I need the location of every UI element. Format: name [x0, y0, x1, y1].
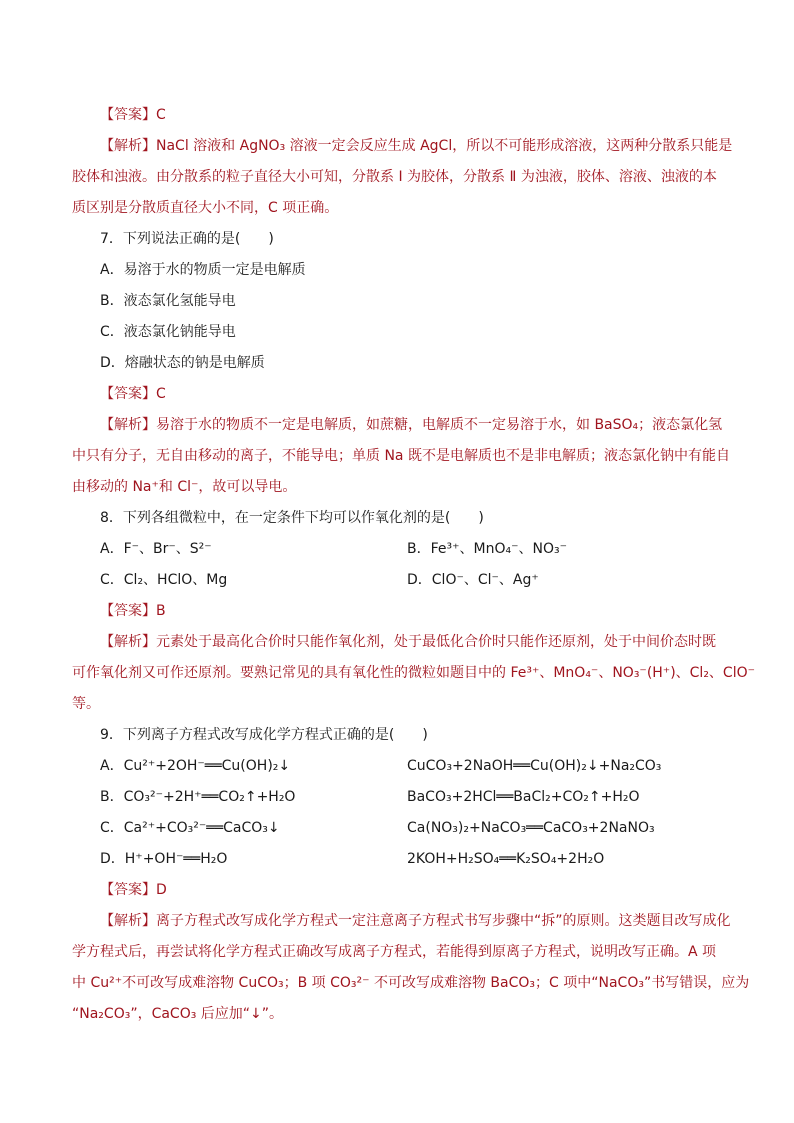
analysis-line: 质区别是分散质直径大小不同，C 项正确。: [72, 200, 339, 216]
analysis-line: “Na₂CO₃”，CaCO₃ 后应加“↓”。: [72, 1006, 284, 1022]
ionic-equation: B．CO₃²⁻+2H⁺══CO₂↑+H₂O: [100, 789, 296, 805]
question-option: A．F⁻、Br⁻、S²⁻: [100, 541, 212, 557]
answer-line: [72, 379, 722, 410]
answer-label: 【答案】: [100, 386, 156, 402]
analysis-line: [72, 410, 722, 441]
chemical-equation: 2KOH+H₂SO₄══K₂SO₄+2H₂O: [407, 851, 605, 867]
answer-value: B: [156, 603, 166, 619]
question-option: D．熔融状态的钠是电解质: [100, 355, 265, 371]
analysis-label: 【解析】: [100, 138, 156, 154]
analysis-line: 胶体和浊液。由分散系的粒子直径大小可知，分散系 Ⅰ 为胶体，分散系 Ⅱ 为浊液，胶体、溶液、浊液的本: [72, 169, 717, 185]
analysis-line: 可作氧化剂又可作还原剂。要熟记常见的具有氧化性的微粒如题目中的 Fe³⁺、MnO₄⁻、NO₃⁻(H⁺)、Cl₂、ClO⁻: [72, 665, 756, 681]
analysis-text: NaCl 溶液和 AgNO₃ 溶液一定会反应生成 AgCl，所以不可能形成溶液，这两种分散系只能是: [156, 138, 733, 154]
analysis-line: 由移动的 Na⁺和 Cl⁻，故可以导电。: [72, 479, 297, 495]
option-row: [72, 534, 722, 565]
option-row: [72, 565, 722, 596]
analysis-label: 【解析】: [100, 417, 156, 433]
analysis-line: [72, 906, 731, 937]
ionic-equation: C．Ca²⁺+CO₃²⁻══CaCO₃↓: [100, 820, 280, 836]
chemical-equation: BaCO₃+2HCl══BaCl₂+CO₂↑+H₂O: [407, 789, 640, 805]
answer-line: [72, 596, 722, 627]
question-option: B．液态氯化氢能导电: [100, 293, 236, 309]
answer-value: C: [156, 107, 166, 123]
document-page: [72, 100, 756, 1030]
question-option: C．液态氯化钠能导电: [100, 324, 236, 340]
analysis-text: 离子方程式改写成化学方程式一定注意离子方程式书写步骤中“拆”的原则。这类题目改写成化: [156, 913, 731, 929]
analysis-line: 中只有分子，无自由移动的离子，不能导电；单质 Na 既不是电解质也不是非电解质；液态氯化钠中有能自: [72, 448, 730, 464]
ionic-equation: A．Cu²⁺+2OH⁻══Cu(OH)₂↓: [100, 758, 291, 774]
answer-label: 【答案】: [100, 882, 156, 898]
analysis-text: 元素处于最高化合价时只能作氧化剂，处于最低化合价时只能作还原剂，处于中间价态时既: [156, 634, 716, 650]
equation-row: [72, 751, 722, 782]
equation-row: [72, 844, 722, 875]
analysis-text: 易溶于水的物质不一定是电解质，如蔗糖，电解质不一定易溶于水，如 BaSO₄；液态氯化氢: [156, 417, 723, 433]
analysis-line: 等。: [72, 696, 100, 712]
answer-line: [72, 875, 722, 906]
equation-row: [72, 813, 722, 844]
answer-label: 【答案】: [100, 603, 156, 619]
question-option: C．Cl₂、HClO、Mg: [100, 572, 228, 588]
answer-label: 【答案】: [100, 107, 156, 123]
analysis-line: 中 Cu²⁺不可改写成难溶物 CuCO₃；B 项 CO₃²⁻ 不可改写成难溶物 BaCO₃；C 项中“NaCO₃”书写错误，应为: [72, 975, 750, 991]
question-stem: 9．下列离子方程式改写成化学方程式正确的是( ): [100, 727, 428, 743]
answer-value: C: [156, 386, 166, 402]
chemical-equation: Ca(NO₃)₂+NaCO₃══CaCO₃+2NaNO₃: [407, 820, 655, 836]
analysis-label: 【解析】: [100, 913, 156, 929]
answer-line: [72, 100, 722, 131]
question-option: B．Fe³⁺、MnO₄⁻、NO₃⁻: [407, 541, 567, 557]
question-option: D．ClO⁻、Cl⁻、Ag⁺: [407, 572, 539, 588]
question-option: A．易溶于水的物质一定是电解质: [100, 262, 306, 278]
question-stem: 8．下列各组微粒中，在一定条件下均可以作氧化剂的是( ): [100, 510, 484, 526]
analysis-line: [72, 131, 733, 162]
analysis-line: [72, 627, 722, 658]
analysis-label: 【解析】: [100, 634, 156, 650]
answer-value: D: [156, 882, 167, 898]
chemical-equation: CuCO₃+2NaOH══Cu(OH)₂↓+Na₂CO₃: [407, 758, 662, 774]
analysis-line: 学方程式后，再尝试将化学方程式正确改写成离子方程式，若能得到原离子方程式，说明改写正确。A 项: [72, 944, 717, 960]
question-stem: 7．下列说法正确的是( ): [100, 231, 274, 247]
ionic-equation: D．H⁺+OH⁻══H₂O: [100, 851, 228, 867]
equation-row: [72, 782, 722, 813]
